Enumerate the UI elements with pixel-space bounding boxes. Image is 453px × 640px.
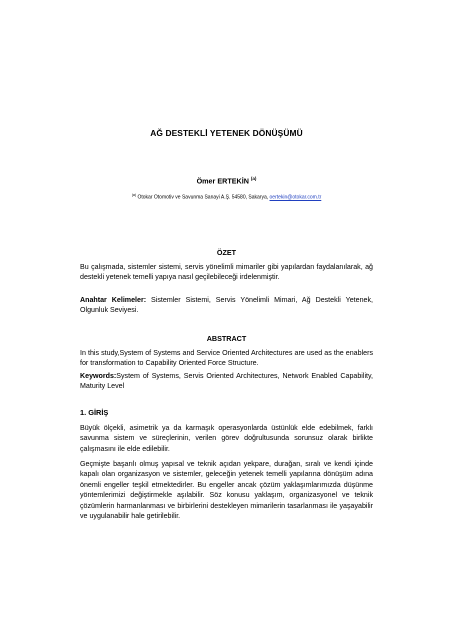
- affiliation-line: [0, 193, 453, 201]
- ozet-heading: ÖZET: [216, 248, 237, 257]
- section-1-heading: 1. GİRİŞ: [80, 408, 109, 417]
- author-affiliation-marker: (a): [250, 176, 257, 181]
- affiliation-text: Otokar Otomotiv ve Savunma Sanayi A.Ş. 54580, Sakarya,: [137, 194, 269, 201]
- author-name: Ömer ERTEKİN: [196, 176, 249, 186]
- ozet-keywords-label: Anahtar Kelimeler:: [80, 296, 147, 304]
- ozet-body: Bu çalışmada, sistemler sistemi, servis yönelimli mimariler gibi yapılardan faydalanılarak, ağ destekli yetenek temelli yapıya nasıl geçilebileceği irdelenmiştir.: [80, 263, 373, 282]
- ozet-keywords: [80, 295, 373, 316]
- section-1-paragraph-1: Büyük ölçekli, asimetrik ya da karmaşık operasyonlarda üstünlük elde edebilmek, farklı savunma sistem ve süreçlerinin, verilen görev doğrultusunda sorunsuz olarak birlikte çalışmasını ile elde edilebilir.: [80, 424, 373, 453]
- abstract-body: In this study,System of Systems and Service Oriented Architectures are used as the enablers for transformation to Capability Oriented Force Structure.: [80, 349, 373, 368]
- author-line: [0, 176, 453, 185]
- affiliation-marker: (a): [131, 193, 137, 197]
- paper-title: AĞ DESTEKLİ YETENEK DÖNÜŞÜMÜ: [150, 128, 303, 138]
- ozet-keywords-text: Sistemler Sistemi, Servis Yönelimli Mimari, Ağ Destekli Yetenek, Olgunluk Seviyesi.: [80, 296, 373, 315]
- abstract-keywords: [80, 371, 373, 392]
- author-email-link[interactable]: oertekin@otokar.com.tr: [269, 194, 322, 201]
- abstract-keywords-text: System of Systems, Servis Oriented Architectures, Network Enabled Capability, Maturity Level: [80, 372, 373, 391]
- abstract-keywords-label: Keywords:: [80, 372, 117, 380]
- abstract-heading: ABSTRACT: [206, 334, 247, 343]
- section-1-paragraph-2: Geçmişte başarılı olmuş yapısal ve teknik açıdan yekpare, durağan, sıralı ve kendi içinde kapalı olan organizasyon ve sistemler, geleceğin yetenek temelli yapılarına dönüşüm adına önemli engeller teşkil etmektedirler. Bu engeller ancak çözüm yaklaşımlarımızda düşünme yöntemlerimizi değiştirmekle aşılabilir. Söz konusu yaklaşım, organizasyonel ve teknik çözümlerin harmanlanması ve birbirlerini destekleyen mimarilerin tasarlanması ile yaşayabilir ve uygulanabilir hale getirilebilir.: [80, 460, 373, 521]
